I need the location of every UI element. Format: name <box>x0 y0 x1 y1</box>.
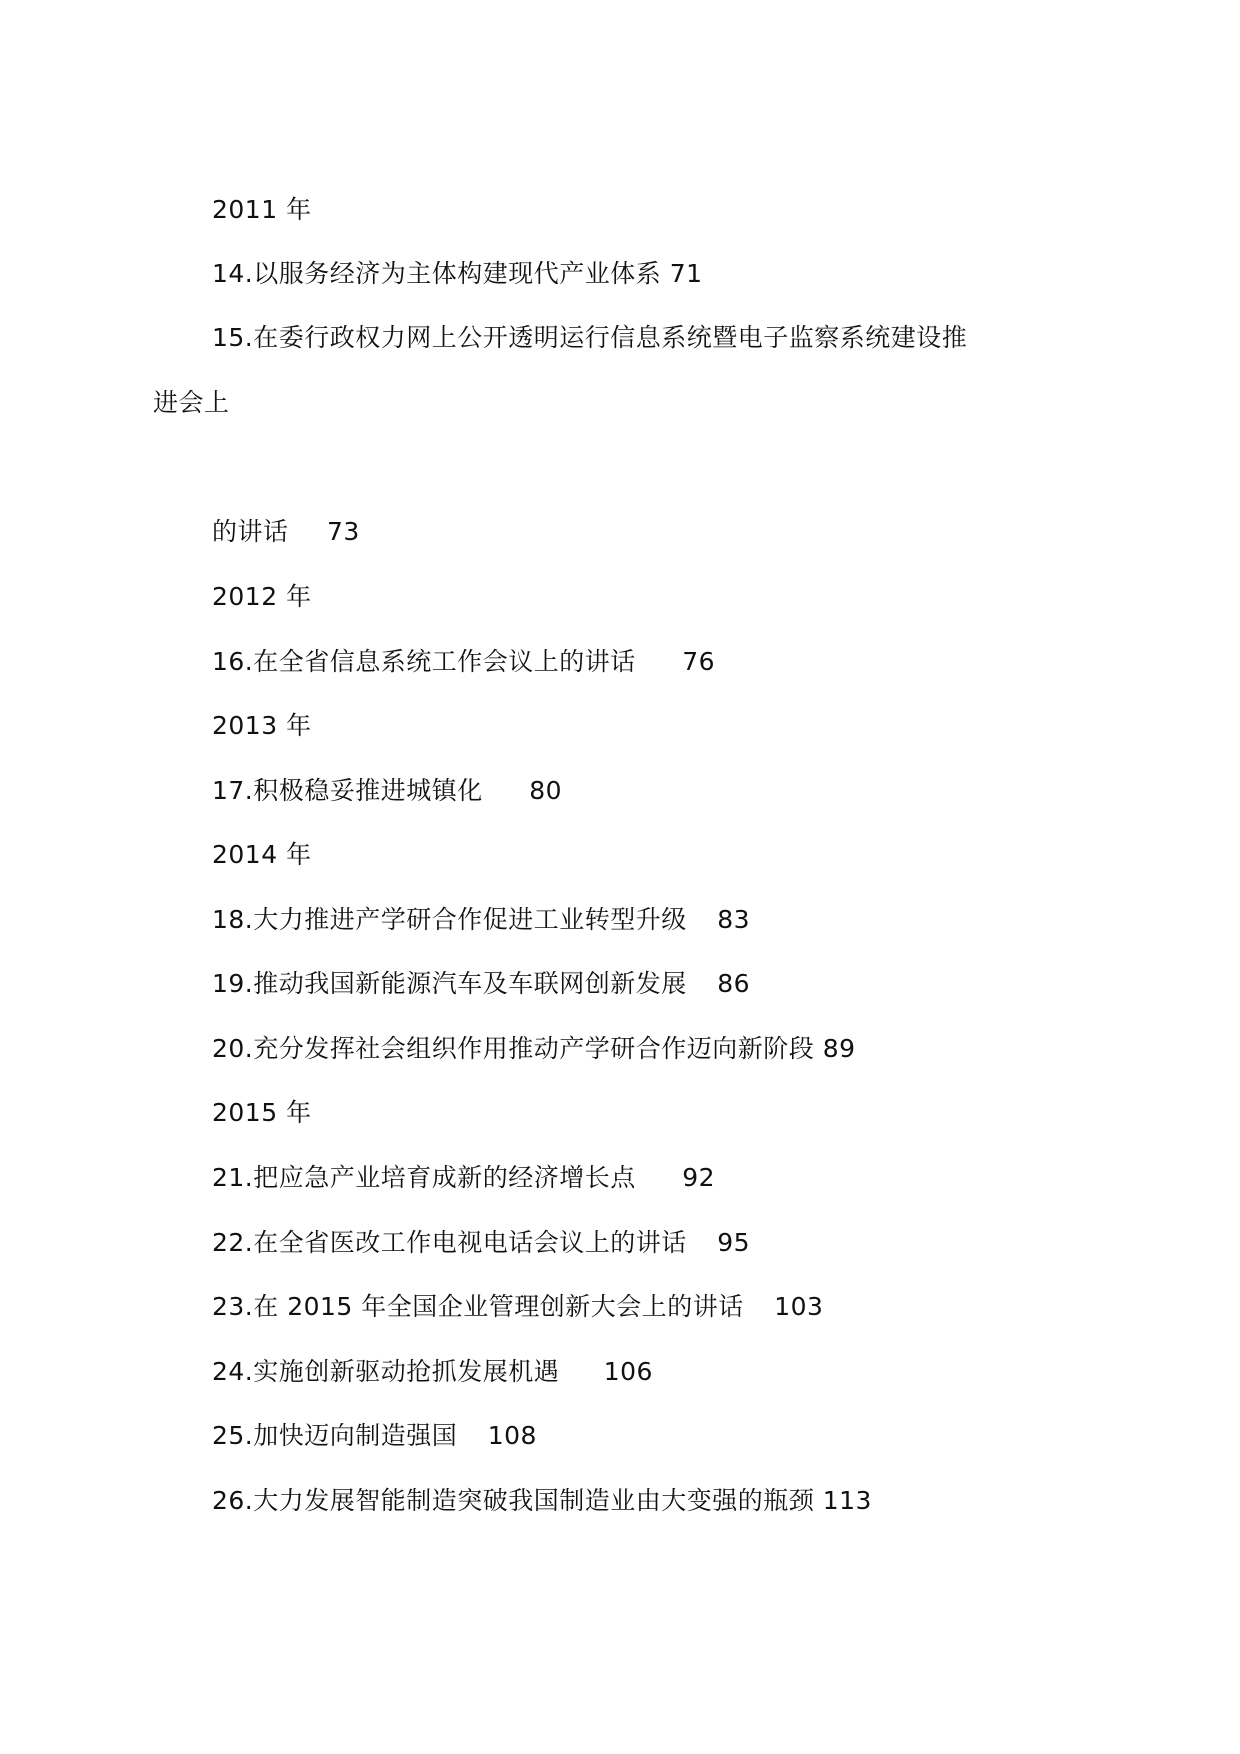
toc-entry-25 <box>212 1420 537 1452</box>
entry-text: 的讲话 <box>212 517 289 546</box>
year-text: 2014 年 <box>212 840 312 869</box>
toc-entry-18 <box>212 904 750 936</box>
entry-text: 17.积极稳妥推进城镇化 <box>212 776 483 805</box>
page-number: 80 <box>529 776 563 805</box>
page-number: 83 <box>717 905 751 934</box>
entry-text: 21.把应急产业培育成新的经济增长点 <box>212 1163 636 1192</box>
toc-entry-17 <box>212 775 562 807</box>
year-text: 2013 年 <box>212 711 312 740</box>
toc-entry-14 <box>212 258 703 290</box>
year-heading-2012 <box>212 581 312 613</box>
page-number: 92 <box>682 1163 716 1192</box>
entry-text: 22.在全省医改工作电视电话会议上的讲话 <box>212 1228 687 1257</box>
entry-text: 15.在委行政权力网上公开透明运行信息系统暨电子监察系统建设推 <box>212 323 968 352</box>
year-heading-2013 <box>212 710 312 742</box>
toc-entry-23 <box>212 1291 823 1323</box>
year-text: 2015 年 <box>212 1098 312 1127</box>
entry-text: 18.大力推进产学研合作促进工业转型升级 <box>212 905 687 934</box>
page-number: 103 <box>774 1292 824 1321</box>
year-heading-2015 <box>212 1097 312 1129</box>
toc-entry-15-end <box>212 516 360 548</box>
page-number: 108 <box>487 1421 537 1450</box>
year-text: 2011 年 <box>212 195 312 224</box>
entry-text: 23.在 2015 年全国企业管理创新大会上的讲话 <box>212 1292 744 1321</box>
toc-entry-24 <box>212 1356 653 1388</box>
toc-entry-19 <box>212 968 750 1000</box>
entry-text: 16.在全省信息系统工作会议上的讲话 <box>212 647 636 676</box>
toc-entry-15 <box>212 322 967 354</box>
year-heading-2014 <box>212 839 312 871</box>
page-number: 106 <box>603 1357 653 1386</box>
page-number: 73 <box>326 517 360 546</box>
page-number: 76 <box>682 647 716 676</box>
entry-text: 24.实施创新驱动抢抓发展机遇 <box>212 1357 560 1386</box>
entry-text: 25.加快迈向制造强国 <box>212 1421 458 1450</box>
toc-entry-26 <box>212 1485 872 1517</box>
page-number: 95 <box>717 1228 751 1257</box>
toc-entry-20 <box>212 1033 856 1065</box>
entry-text: 进会上 <box>153 388 230 417</box>
toc-entry-21 <box>212 1162 715 1194</box>
year-heading-2011 <box>212 194 312 226</box>
page-number: 86 <box>717 969 751 998</box>
entry-text: 20.充分发挥社会组织作用推动产学研合作迈向新阶段 89 <box>212 1034 856 1063</box>
entry-text: 19.推动我国新能源汽车及车联网创新发展 <box>212 969 687 998</box>
toc-entry-15-continued <box>153 387 230 419</box>
year-text: 2012 年 <box>212 582 312 611</box>
entry-text: 26.大力发展智能制造突破我国制造业由大变强的瓶颈 113 <box>212 1486 872 1515</box>
toc-entry-16 <box>212 646 715 678</box>
entry-text: 14.以服务经济为主体构建现代产业体系 71 <box>212 259 703 288</box>
toc-entry-22 <box>212 1227 750 1259</box>
